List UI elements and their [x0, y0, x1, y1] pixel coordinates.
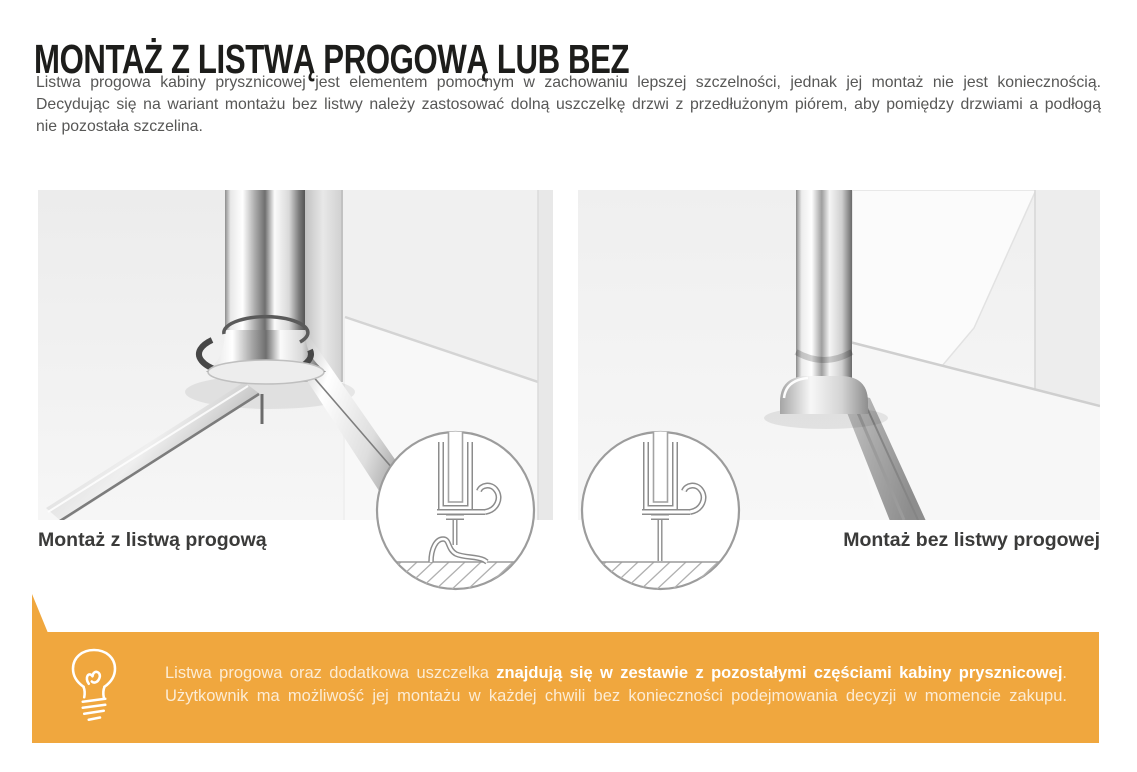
page-title: MONTAŻ Z LISTWĄ PROGOWĄ LUB BEZ: [34, 36, 630, 83]
diagram-seal-without-threshold-drawing: [578, 428, 743, 593]
diagram-seal-with-threshold-drawing: [373, 428, 538, 593]
caption-with-threshold: Montaż z listwą progową: [38, 529, 267, 551]
glass-pane: [654, 428, 668, 502]
info-banner: [32, 632, 1099, 743]
banner-line-1: Listwa progowa oraz dodatkowa uszczelka znajdują się w zestawie z pozostałymi częściami kabiny prysznicowej.: [165, 664, 1067, 682]
side-panel: [538, 190, 553, 520]
caption-without-threshold: Montaż bez listwy progowej: [843, 529, 1100, 551]
lightbulb-icon: [66, 647, 122, 731]
intro-line: nie pozostała szczelina.: [36, 118, 203, 135]
glass-pane: [449, 428, 463, 502]
intro-line: Listwa progowa kabiny prysznicowej jest elementem pomocnym w zachowaniu lepszej szczelności, jednak jej montaż nie jest koniecznością.: [36, 74, 1101, 91]
diagram-seal-with-threshold: [373, 428, 538, 593]
banner-text: [165, 662, 1067, 708]
diagram-seal-without-threshold: [578, 428, 743, 593]
intro-paragraph: [36, 72, 1101, 138]
banner-line-2: Użytkownik ma możliwość jej montażu w każdej chwili bez konieczności podejmowania decyzji w momencie zakupu.: [165, 687, 1067, 705]
intro-line: Decydując się na wariant montażu bez listwy należy zastosować dolną uszczelkę drzwi z przedłużonym piórem, aby pomiędzy drzwiami a podłogą: [36, 96, 1101, 113]
banner-corner-fold: [32, 594, 48, 633]
